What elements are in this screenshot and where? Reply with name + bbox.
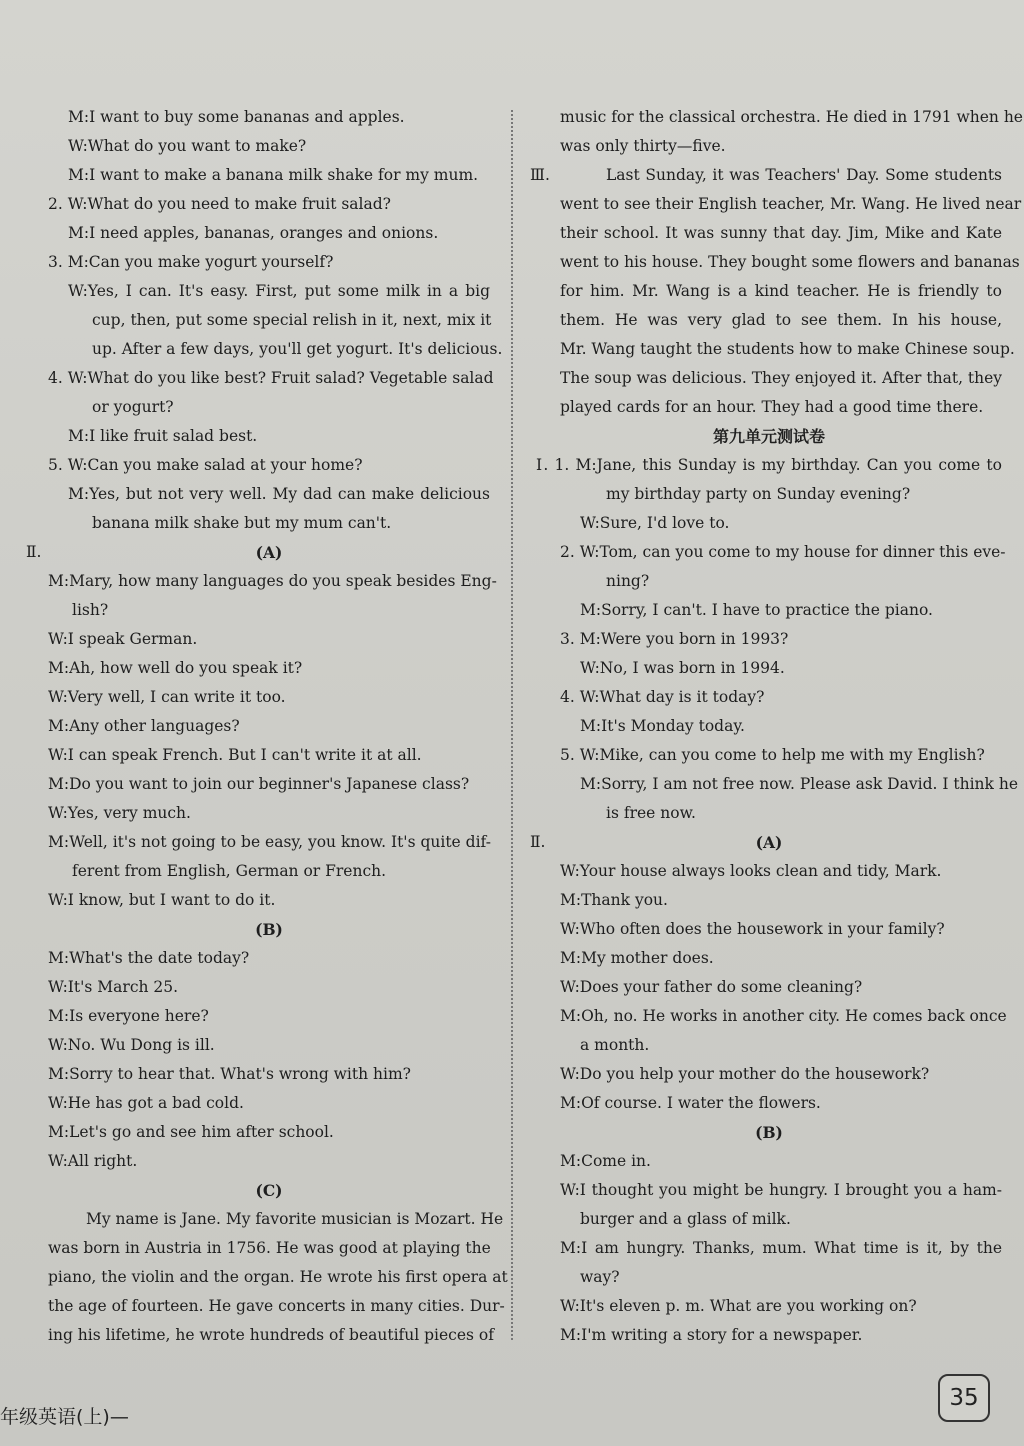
left-column-line [48,886,490,915]
right-column-text: W:No, I was born in 1994. [580,659,785,677]
left-column-text: M:Ah, how well do you speak it? [48,659,303,677]
footer-subject: 年级英语(上)— [0,1406,129,1428]
left-column-line [48,712,490,741]
right-column-line [536,625,1002,654]
right-column-line [536,944,1002,973]
left-column-line [48,973,490,1002]
left-column-text: W:I speak German. [48,630,198,648]
left-column-line [26,538,490,567]
right-column-text: M:Sorry, I can't. I have to practice the piano. [580,601,933,619]
right-column-line [536,248,1020,277]
right-column-text: is free now. [606,804,696,822]
left-column-line [48,596,490,625]
left-column-line [48,277,490,306]
right-column-line [536,219,1002,248]
left-column-line [48,509,490,538]
right-column-line [536,277,1002,306]
left-column-text: 4. W:What do you like best? Fruit salad? Vegetable salad [48,369,494,387]
right-column-text: M:Oh, no. He works in another city. He comes back once [560,1007,1007,1025]
left-column-line [48,770,490,799]
right-column-line [536,770,1019,799]
right-column-line [536,683,1002,712]
right-column-text: M:My mother does. [560,949,714,967]
left-column-text: M:Mary, how many languages do you speak besides Eng- [48,572,497,590]
column-divider [511,110,513,1340]
page-number: 35 [938,1374,990,1422]
left-column-line [48,480,490,509]
right-column-line [536,1205,1002,1234]
left-column-line [48,915,490,944]
right-column-line [536,480,1002,509]
right-column-text: burger and a glass of milk. [580,1210,791,1228]
left-column-text: M:I like fruit salad best. [68,427,258,445]
right-column-line [536,451,1002,480]
left-column-line [48,857,490,886]
right-column-text: M:I am hungry. Thanks, mum. What time is it, by the [560,1239,1002,1257]
right-column-line [536,596,1002,625]
left-column-text: M:Any other languages? [48,717,240,735]
left-column-text: W:What do you want to make? [68,137,307,155]
right-column-line [536,1321,1002,1350]
left-column-line [48,944,490,973]
right-column-line [536,538,1006,567]
left-column-text: M:I want to buy some bananas and apples. [68,108,405,126]
right-column-line [536,973,1002,1002]
right-column-line [536,509,1002,538]
right-column [530,103,1023,1350]
right-column-line [536,886,1002,915]
left-column-line [48,306,490,335]
left-column-text: W:Yes, I can. It's easy. First, put some milk in a big [68,282,490,300]
right-column-text: W:I thought you might be hungry. I brought you a ham- [560,1181,1002,1199]
left-column-text: M:Well, it's not going to be easy, you know. It's quite dif- [48,833,491,851]
left-column-text: lish? [72,601,109,619]
left-column-text: cup, then, put some special relish in it, next, mix it [92,311,492,329]
right-column-text: 第九单元测试卷 [712,427,825,446]
left-column-line [48,741,490,770]
left-column-line [48,132,490,161]
right-column-line [536,1118,1002,1147]
right-column-line [536,1089,1002,1118]
right-column-line [536,132,1002,161]
left-column-text: M:Sorry to hear that. What's wrong with him? [48,1065,411,1083]
left-column-text: W:I can speak French. But I can't write it at all. [48,746,422,764]
right-column-line [536,103,1023,132]
left-column-line [48,1060,490,1089]
right-column-line [536,1292,1002,1321]
left-column-line [48,1321,494,1350]
right-column-line [536,654,1002,683]
right-column-text: M:I'm writing a story for a newspaper. [560,1326,863,1344]
left-column-line [48,1292,505,1321]
left-column-line [48,1118,490,1147]
left-column-text: was born in Austria in 1756. He was good at playing the [48,1239,491,1257]
left-column-text: W:All right. [48,1152,138,1170]
left-column-text: M:Let's go and see him after school. [48,1123,334,1141]
right-column-text: Last Sunday, it was Teachers' Day. Some students [606,166,1002,184]
left-column-line [48,654,490,683]
left-column-line [48,567,497,596]
left-column-text: My name is Jane. My favorite musician is Mozart. He [86,1210,504,1228]
right-column-text: ning? [606,572,650,590]
left-column-text: banana milk shake but my mum can't. [92,514,392,532]
left-column-line [48,799,490,828]
right-column-text: my birthday party on Sunday evening? [606,485,911,503]
right-column-text: a month. [580,1036,650,1054]
right-column-line [536,306,1002,335]
right-column-text: W:Who often does the housework in your family? [560,920,945,938]
left-column-line [48,393,490,422]
left-column-line [48,1002,490,1031]
right-column-line [536,335,1015,364]
right-column-line [536,1263,1002,1292]
left-column-line [48,364,494,393]
left-column-line [48,422,490,451]
section-numeral: Ⅱ. [26,543,42,561]
left-column-text: the age of fourteen. He gave concerts in many cities. Dur- [48,1297,505,1315]
right-column-text: The soup was delicious. They enjoyed it. After that, they [560,369,1003,387]
right-column-text: them. He was very glad to see them. In his house, [560,311,1002,329]
left-column-line [48,1176,490,1205]
section-numeral: Ⅱ. [530,833,546,851]
right-column-line [536,1176,1002,1205]
right-column-text: W:It's eleven p. m. What are you working on? [560,1297,917,1315]
left-column-text: W:No. Wu Dong is ill. [48,1036,215,1054]
right-column-text: way? [580,1268,620,1286]
right-column-text: went to his house. They bought some flowers and bananas [560,253,1020,271]
right-column-text: Mr. Wang taught the students how to make Chinese soup. [560,340,1015,358]
left-column-line [48,1205,504,1234]
left-column-text: W:Very well, I can write it too. [48,688,286,706]
left-column-text: ferent from English, German or French. [72,862,387,880]
right-column-text: 2. W:Tom, can you come to my house for dinner this eve- [560,543,1006,561]
right-column-line [536,712,1002,741]
right-column-text: M:Of course. I water the flowers. [560,1094,821,1112]
left-column-line [48,190,490,219]
right-column-text: W:Do you help your mother do the housework? [560,1065,930,1083]
right-column-line [536,857,1002,886]
left-column-text: (B) [255,920,283,939]
left-column-line [48,1031,490,1060]
left-column-text: W:It's March 25. [48,978,179,996]
left-column-text: W:Yes, very much. [48,804,191,822]
right-column-text: their school. It was sunny that day. Jim, Mike and Kate [560,224,1002,242]
right-column-text: M:It's Monday today. [580,717,745,735]
left-column-text: M:Is everyone here? [48,1007,209,1025]
right-column-text: W:Does your father do some cleaning? [560,978,863,996]
right-column-text: M:Come in. [560,1152,651,1170]
left-column-text: M:What's the date today? [48,949,250,967]
left-column-text: 2. W:What do you need to make fruit salad? [48,195,391,213]
left-column-line [48,161,490,190]
left-column-line [48,335,503,364]
right-column-line [536,1002,1007,1031]
right-column-line [536,393,1002,422]
left-column-line [48,451,490,480]
left-column-text: up. After a few days, you'll get yogurt. It's delicious. [92,340,503,358]
right-column-line [536,422,1002,451]
right-column-line [536,1147,1002,1176]
left-column-text: W:He has got a bad cold. [48,1094,244,1112]
left-column-text: piano, the violin and the organ. He wrote his first opera at [48,1268,508,1286]
right-column-text: W:Sure, I'd love to. [580,514,730,532]
right-column-text: played cards for an hour. They had a good time there. [560,398,984,416]
left-column-line [48,1089,490,1118]
left-column-text: 5. W:Can you make salad at your home? [48,456,363,474]
left-column-text: (C) [255,1181,283,1200]
right-column-text: 5. W:Mike, can you come to help me with my English? [560,746,985,764]
left-column-text: (A) [255,543,283,562]
right-column-text: Ⅰ. 1. M:Jane, this Sunday is my birthday. Can you come to [536,456,1002,474]
right-column-line [536,1031,1002,1060]
left-column-line [48,625,490,654]
left-column-text: M:I want to make a banana milk shake for my mum. [68,166,479,184]
right-column-text: music for the classical orchestra. He died in 1791 when he [560,108,1023,126]
right-column-text: 3. M:Were you born in 1993? [560,630,789,648]
left-column-line [48,1147,490,1176]
left-column-line [48,219,490,248]
left-column-text: ing his lifetime, he wrote hundreds of beautiful pieces of [48,1326,494,1344]
right-column-text: M:Thank you. [560,891,668,909]
left-column-line [48,1263,508,1292]
right-column-text: (B) [755,1123,783,1142]
right-column-line [536,567,1002,596]
left-column-line [48,1234,490,1263]
right-column-text: went to see their English teacher, Mr. Wang. He lived near [560,195,1022,213]
left-column-text: M:Do you want to join our beginner's Japanese class? [48,775,470,793]
right-column-line [536,190,1022,219]
left-column-text: W:I know, but I want to do it. [48,891,276,909]
right-column-text: M:Sorry, I am not free now. Please ask David. I think he [580,775,1019,793]
left-column [26,103,508,1350]
right-column-text: (A) [755,833,783,852]
right-column-text: for him. Mr. Wang is a kind teacher. He is friendly to [560,282,1002,300]
left-column-line [48,248,490,277]
left-column-line [48,683,490,712]
right-column-line [536,1060,1002,1089]
left-column-text: M:I need apples, bananas, oranges and onions. [68,224,439,242]
right-column-line [530,161,1002,190]
right-column-text: was only thirty—five. [560,137,726,155]
right-column-line [536,741,1002,770]
left-column-line [48,828,490,857]
right-column-text: W:Your house always looks clean and tidy, Mark. [560,862,942,880]
right-column-text: 4. W:What day is it today? [560,688,765,706]
left-column-text: or yogurt? [92,398,174,416]
section-numeral: Ⅲ. [530,166,550,184]
right-column-line [536,364,1002,393]
right-column-line [536,915,1002,944]
left-column-line [48,103,490,132]
right-column-line [530,828,1002,857]
left-column-text: 3. M:Can you make yogurt yourself? [48,253,334,271]
left-column-text: M:Yes, but not very well. My dad can make delicious [68,485,490,503]
right-column-line [536,799,1002,828]
right-column-line [536,1234,1002,1263]
